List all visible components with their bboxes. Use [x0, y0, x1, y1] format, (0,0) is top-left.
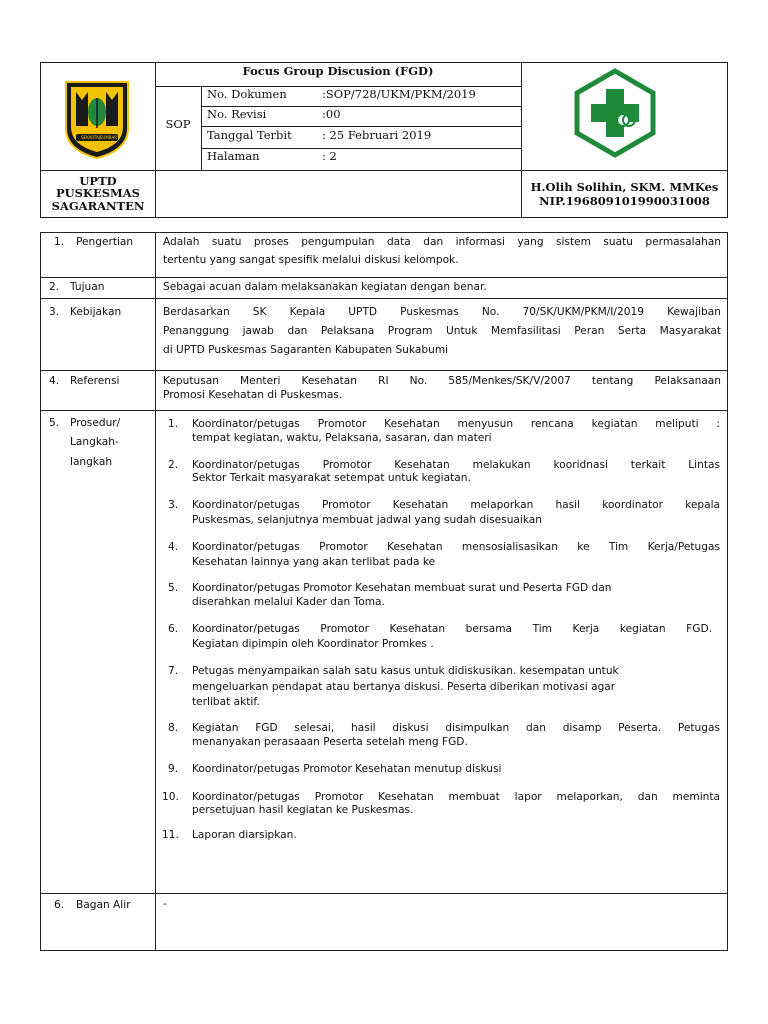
kebijakan-line-3: di UPTD Puskesmas Sagaranten Kabupaten Sukabumi	[163, 344, 449, 356]
section-number-prosedur: 5.	[49, 417, 60, 429]
step-number: 9.	[168, 763, 179, 775]
meta-value-tanggal-terbit: : 25 Februari 2019	[322, 128, 432, 142]
meta-value-no-dokumen: :SOP/728/UKM/PKM/2019	[322, 87, 476, 101]
meta-value-halaman: : 2	[322, 149, 337, 163]
section-number-referensi: 4.	[49, 375, 60, 387]
step-number: 2.	[168, 459, 179, 471]
meta-label-halaman: Halaman	[207, 149, 260, 163]
section-label-prosedur-1: Prosedur/	[70, 417, 121, 429]
shield-emblem-icon	[62, 78, 132, 160]
step-line: diserahkan melalui Kader dan Toma.	[192, 596, 385, 608]
step-line: Koordinator/petugas Promotor Kesehatan melaporkan hasil koordinator kepala	[192, 499, 720, 511]
health-cross-logo-icon	[569, 67, 661, 159]
section-label-tujuan: Tujuan	[70, 281, 105, 293]
section-number-tujuan: 2.	[49, 281, 60, 293]
signer-name: H.Olih Solihin, SKM. MMKes	[530, 180, 719, 194]
kebijakan-line-1: Berdasarkan SK Kepala UPTD Puskesmas No. 70/SK/UKM/PKM/I/2019 Kewajiban	[163, 306, 721, 318]
referensi-line-1: Keputusan Menteri Kesehatan RI No. 585/Menkes/SK/V/2007 tentang Pelaksanaan	[163, 375, 721, 387]
section-label-referensi: Referensi	[70, 375, 120, 387]
step-line: Sektor Terkait masyarakat setempat untuk kegiatan.	[192, 472, 471, 484]
step-number: 6.	[168, 623, 179, 635]
signer-nip: NIP.196809101990031008	[539, 194, 710, 208]
step-line: Koordinator/petugas Promotor Kesehatan melakukan kooridnasi terkait Lintas	[192, 459, 720, 471]
step-number: 7.	[168, 665, 179, 677]
section-label-prosedur-2: Langkah-	[70, 436, 119, 448]
bagan-value: -	[163, 898, 167, 910]
org-name-line3: SAGARANTEN	[51, 199, 145, 213]
step-line: Koordinator/petugas Promotor Kesehatan membuat lapor melaporkan, dan meminta	[192, 791, 720, 803]
step-line: Kegiatan dipimpin oleh Koordinator Promkes .	[192, 638, 434, 650]
step-line: mengeluarkan pendapat atau bertanya diskusi. Peserta diberikan motivasi agar	[192, 681, 616, 693]
step-number: 3.	[168, 499, 179, 511]
kebijakan-line-2: Penanggung jawab dan Pelaksana Program Untuk Memfasilitasi Peran Serta Masyarakat	[163, 325, 721, 337]
step-line: Laporan diarsipkan.	[192, 829, 297, 841]
regency-emblem	[62, 78, 132, 160]
referensi-line-2: Promosi Kesehatan di Puskesmas.	[163, 389, 343, 401]
section-label-prosedur-3: langkah	[70, 456, 113, 468]
section-label-bagan: Bagan Alir	[76, 899, 131, 911]
step-line: persetujuan hasil kegiatan ke Puskesmas.	[192, 804, 414, 816]
step-number: 8.	[168, 722, 179, 734]
puskesmas-logo	[569, 67, 661, 159]
step-line: Kegiatan FGD selesai, hasil diskusi disimpulkan dan disamp Peserta. Petugas	[192, 722, 720, 734]
meta-label-no-revisi: No. Revisi	[207, 107, 267, 121]
org-name-line2: PUSKESMAS	[55, 186, 140, 200]
section-number-pengertian: 1.	[54, 236, 65, 248]
section-label-pengertian: Pengertian	[76, 236, 134, 248]
meta-label-tanggal-terbit: Tanggal Terbit	[207, 128, 292, 142]
section-number-kebijakan: 3.	[49, 306, 60, 318]
sop-label: SOP	[165, 117, 191, 131]
step-line: menanyakan perasaaan Peserta setelah meng FGD.	[192, 736, 468, 748]
step-line: Petugas menyampaikan salah satu kasus untuk didiskusikan. kesempatan untuk	[192, 665, 619, 677]
step-number: 1.	[168, 418, 179, 430]
step-line: Puskesmas, selanjutnya membuat jadwal yang sudah disesuaikan	[192, 514, 542, 526]
meta-label-no-dokumen: No. Dokumen	[207, 87, 287, 101]
step-line: Koordinator/petugas Promotor Kesehatan mensosialisasikan ke Tim Kerja/Petugas	[192, 541, 720, 553]
step-line: Kesehatan lainnya yang akan terlibat pada ke	[192, 556, 436, 568]
step-line: Koordinator/petugas Promotor Kesehatan menutup diskusi	[192, 763, 502, 775]
pengertian-line-2: tertentu yang sangat spesifik melalui diskusi kelompok.	[163, 254, 459, 266]
emblem-text: SEKARTAJEUMBAR	[81, 135, 118, 140]
step-number: 11.	[162, 829, 179, 841]
section-label-kebijakan: Kebijakan	[70, 306, 122, 318]
document-title: Focus Group Discusion (FGD)	[242, 64, 434, 78]
step-line: terlibat aktif.	[192, 696, 260, 708]
tujuan-line-1: Sebagai acuan dalam melaksanakan kegiatan dengan benar.	[163, 281, 487, 293]
step-line: tempat kegiatan, waktu, Pelaksana, sasaran, dan materi	[192, 432, 492, 444]
step-line: Koordinator/petugas Promotor Kesehatan membuat surat und Peserta FGD dan	[192, 582, 612, 594]
org-name-line1: UPTD	[79, 174, 117, 188]
step-number: 10.	[162, 791, 179, 803]
pengertian-line-1: Adalah suatu proses pengumpulan data dan informasi yang sistem suatu permasalahan	[163, 236, 721, 248]
step-line: Koordinator/petugas Promotor Kesehatan bersama Tim Kerja kegiatan FGD.	[192, 623, 712, 635]
meta-value-no-revisi: :00	[322, 107, 341, 121]
section-number-bagan: 6.	[54, 899, 65, 911]
step-number: 5.	[168, 582, 179, 594]
step-number: 4.	[168, 541, 179, 553]
step-line: Koordinator/petugas Promotor Kesehatan menyusun rencana kegiatan meliputi :	[192, 418, 720, 430]
